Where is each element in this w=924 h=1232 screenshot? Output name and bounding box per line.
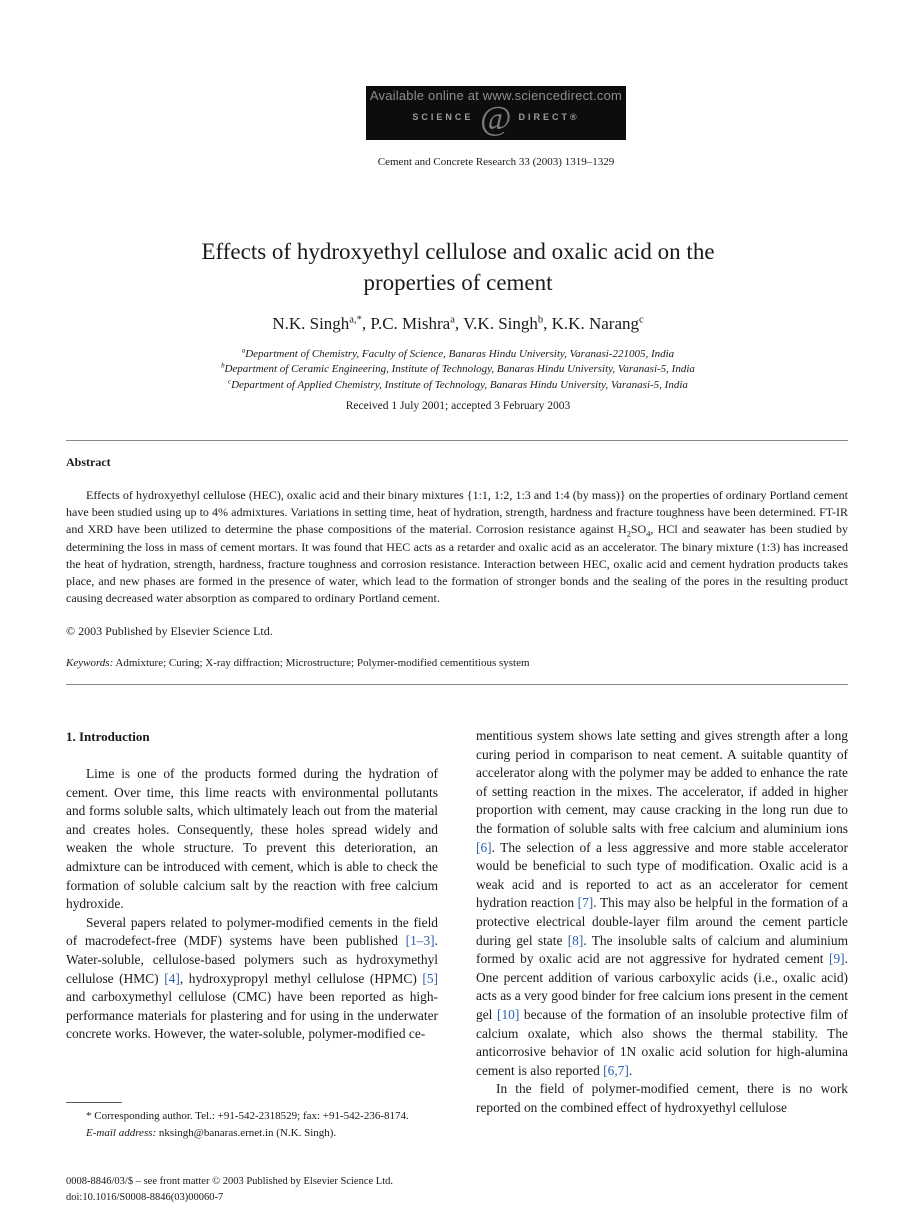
publisher-logo xyxy=(366,86,626,140)
author-sep: , xyxy=(454,314,464,333)
title-line-2: properties of cement xyxy=(363,270,553,295)
paragraph-text: . xyxy=(628,1062,633,1078)
affiliation-text: Department of Chemistry, Faculty of Science, Banaras Hindu University, Varanasi-221005, India xyxy=(245,348,675,360)
footnote-email xyxy=(66,1125,438,1142)
paragraph xyxy=(476,727,848,1080)
paragraph-text: because of the formation of an insoluble protective film of calcium oxalate, which also shows the thermal stability. The anticorrosive behavior of 1N oxalic acid solution for high-alumina cement is also reported xyxy=(476,1006,848,1078)
title-line-1: Effects of hydroxyethyl cellulose and oxalic acid on the xyxy=(201,239,715,264)
affiliation-text: Department of Applied Chemistry, Institute of Technology, Banaras Hindu University, Varanasi-5, India xyxy=(231,379,688,391)
abstract-text: SO xyxy=(630,522,647,537)
paragraph-text: . The insoluble salts of calcium and aluminium formed by oxalic acid are not aggressive for hydrated cement xyxy=(476,932,848,967)
author-sep: , xyxy=(361,314,371,333)
paragraph-text: , hydroxypropyl methyl cellulose (HPMC) xyxy=(179,970,423,986)
logo-brand-right: DIRECT® xyxy=(518,112,580,122)
author-name: P.C. Mishra xyxy=(370,314,451,333)
footnote-divider xyxy=(66,1102,122,1103)
author-sep: , xyxy=(543,314,552,333)
footnote xyxy=(66,1108,438,1141)
abstract-sub: 4 xyxy=(646,529,651,539)
citation-link[interactable]: [6] xyxy=(476,839,492,855)
issn-line: 0008-8846/03/$ – see front matter © 2003 Published by Elsevier Science Ltd. xyxy=(66,1176,393,1187)
received-dates: Received 1 July 2001; accepted 3 February 2003 xyxy=(345,400,571,412)
citation-link[interactable]: [8] xyxy=(567,932,584,948)
email-text[interactable]: nksingh@banaras.ernet.in (N.K. Singh). xyxy=(158,1126,337,1139)
author-list xyxy=(0,314,916,334)
keywords-label: Keywords: xyxy=(66,657,114,669)
abstract-body xyxy=(66,487,848,607)
divider-bottom xyxy=(66,684,848,685)
affiliation-b xyxy=(0,363,916,375)
abstract-text: , HCl and seawater has been studied by determining the loss in mass of cement mortars. It was found that HEC acts as a retarder and oxalic acid as an accelerator. The binary mixture (1:3) has increased the heat of hydration, strength, hardness, fracture toughness and corrosion resistance. Interaction between HEC, oxalic acid and cement hydration products takes place, and new phases are formed in the presence of water, which lead to the formation of stronger bonds and the sealing of the pores in the resulting product causing decreased water absorption as compared to ordinary Portland cement. xyxy=(66,522,848,606)
affiliation-a xyxy=(0,348,916,360)
affiliation-text: Department of Ceramic Engineering, Institute of Technology, Banaras Hindu University, Varanasi-5, India xyxy=(224,363,695,375)
footnote-corresponding: * Corresponding author. Tel.: +91-542-2318529; fax: +91-542-236-8174. xyxy=(86,1110,409,1122)
author-sup: a xyxy=(450,314,455,326)
paragraph: Lime is one of the products formed during the hydration of cement. Over time, this lime reacts with environmental pollutants and forms soluble salts, which ultimately leach out from the material and creates holes. Consequently, these holes spread widely and weaken the whole structure. To prevent this deterioration, an admixture can be introduced with cement, which is able to check the formation of soluble calcium salt by the reaction with free calcium hydroxide. xyxy=(66,766,438,912)
paragraph: In the field of polymer-modified cement, there is no work reported on the combined effect of hydroxyethyl cellulose xyxy=(476,1081,848,1115)
journal-reference: Cement and Concrete Research 33 (2003) 1319–1329 xyxy=(377,156,615,168)
abstract-text: Effects of hydroxyethyl cellulose (HEC), oxalic acid and their binary mixtures {1:1, 1:2, 1:3 and 1:4 (by mass)} on the properties of ordinary Portland cement have been studied using up to 4% admixtures. Variations in setting time, heat of hydration, strength, hardness and fracture toughness have been determined. FT-IR and XRD have been utilized to determine the phase compositions of the material. Corrosion resistance against H xyxy=(66,488,848,537)
paragraph-text: . This may also be helpful in the formation of a protective electrical double-layer film around the cement particle during gel state xyxy=(476,895,848,948)
citation-link[interactable]: [5] xyxy=(422,970,438,986)
keywords-text: Admixture; Curing; X-ray diffraction; Microstructure; Polymer-modified cementitious system xyxy=(115,657,530,669)
citation-link[interactable]: [1–3] xyxy=(405,933,435,949)
author-name: V.K. Singh xyxy=(463,314,538,333)
citation-link[interactable]: [10] xyxy=(496,1006,520,1022)
author-sup: b xyxy=(537,314,544,326)
citation-link[interactable]: [7] xyxy=(577,895,594,911)
citation-link[interactable]: [4] xyxy=(164,970,180,986)
paragraph-text: Several papers related to polymer-modified cements in the field of macrodefect-free (MDF) systems have been published xyxy=(66,914,438,949)
keywords xyxy=(66,657,530,669)
paragraph-text: . One percent addition of various carboxylic acids (i.e., oxalic acid) acts as a very good binder for free calcium ions present in the cement gel xyxy=(476,951,848,1022)
doi-line: doi:10.1016/S0008-8846(03)00060-7 xyxy=(66,1192,224,1203)
divider-top xyxy=(66,440,848,441)
paragraph-text: mentitious system shows late setting and gives strength after a long curing period in comparison to neat cement. A suitable quantity of accelerator along with the polymer may be added to enhance the rate of setting reaction in the mixes. The accelerator, if added in higher proportion with cement, may cause cracking in the long run due to the formation of soluble salts with free calcium and aluminium ions xyxy=(476,728,848,836)
right-column xyxy=(476,727,848,1117)
logo-brand-left: SCIENCE xyxy=(412,112,474,122)
logo-at-icon: @ xyxy=(480,100,512,137)
author-sup: a,* xyxy=(349,314,362,326)
section-heading: 1. Introduction xyxy=(66,729,150,744)
paragraph xyxy=(66,914,438,1044)
author-name: K.K. Narang xyxy=(551,314,639,333)
affiliation-c xyxy=(0,379,916,391)
abstract-sub: 2 xyxy=(626,529,631,539)
paper-title xyxy=(0,236,916,298)
affiliation-sup: c xyxy=(228,378,232,386)
author-name: N.K. Singh xyxy=(272,314,350,333)
affiliation-sup: b xyxy=(221,362,225,370)
affiliation-sup: a xyxy=(241,347,246,355)
paragraph-text: . The selection of a less aggressive and more stable accelerator would be beneficial to such type of modification. Oxalic acid is a weak acid and is reported to act as an accelerator for cement hydration reaction xyxy=(476,839,848,911)
paragraph-text: and carboxymethyl cellulose (CMC) have been reported as high-performance materials for plastering and for using in the underwater concrete works. However, the water-soluble, polymer-modified ce- xyxy=(66,989,438,1042)
email-label: E-mail address: xyxy=(86,1126,157,1139)
author-sup: c xyxy=(639,314,644,326)
logo-url-text: Available online at www.sciencedirect.com xyxy=(369,88,623,103)
paragraph-text: . Water-soluble, cellulose-based polymers such as hydroxymethyl cellulose (HMC) xyxy=(66,933,438,986)
abstract-heading: Abstract xyxy=(66,455,111,469)
citation-link[interactable]: [9] xyxy=(829,951,845,967)
bottom-info xyxy=(66,1174,393,1206)
abstract-copyright: © 2003 Published by Elsevier Science Ltd. xyxy=(66,624,273,638)
citation-link[interactable]: [6,7] xyxy=(603,1062,629,1078)
left-column xyxy=(66,765,438,1044)
